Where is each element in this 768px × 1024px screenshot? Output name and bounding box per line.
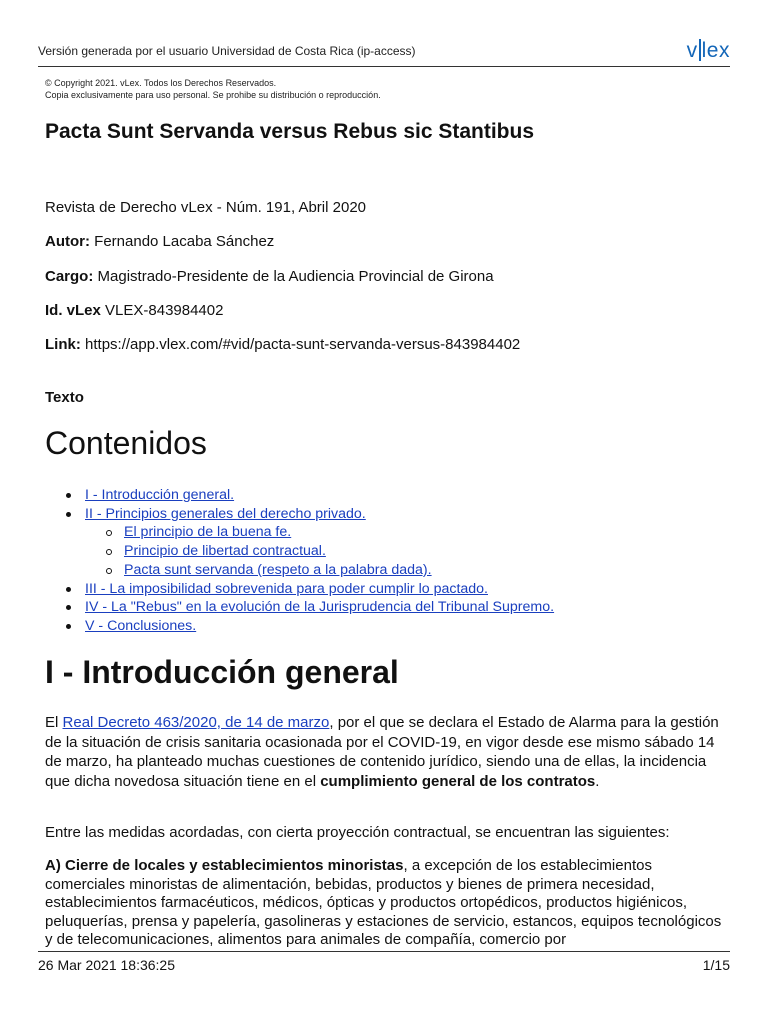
paragraph-bold-text: cumplimiento general de los contratos — [320, 772, 596, 790]
toc-link-rebus[interactable]: IV - La "Rebus" en la evolución de la Jurisprudencia del Tribunal Supremo. — [85, 599, 555, 616]
print-timestamp: 26 Mar 2021 18:36:25 — [38, 957, 175, 973]
toc-link-buena-fe[interactable]: El principio de la buena fe. — [124, 524, 292, 541]
toc-item — [45, 580, 554, 599]
toc-subitem — [45, 523, 554, 542]
toc-subitem — [45, 561, 554, 580]
paragraph-bold-text: A) Cierre de locales y establecimientos minoristas — [45, 857, 404, 874]
contents-heading: Contenidos — [45, 425, 207, 461]
document-source: Revista de Derecho vLex - Núm. 191, Abril 2020 — [45, 199, 366, 216]
vlex-logo — [687, 39, 730, 63]
copyright-line-1: © Copyright 2021. vLex. Todos los Derechos Reservados. — [45, 78, 277, 88]
toc-link-pacta-sunt-servanda[interactable]: Pacta sunt servanda (respeto a la palabra dada). — [124, 561, 432, 578]
author-line — [45, 233, 274, 250]
toc-link-conclusiones[interactable]: V - Conclusiones. — [85, 617, 197, 634]
toc-item — [45, 598, 554, 617]
paragraph-cierre-locales — [45, 857, 730, 950]
author-label: Autor: — [45, 233, 90, 250]
position-label: Cargo: — [45, 268, 94, 285]
page-footer — [38, 951, 730, 973]
text-label: Texto — [45, 389, 84, 406]
paragraph-text: El — [45, 714, 63, 731]
table-of-contents — [45, 486, 554, 636]
section-heading-introduccion: I - Introducción general — [45, 654, 399, 690]
link-line — [45, 336, 520, 353]
copyright-notice — [45, 77, 381, 101]
real-decreto-link[interactable]: Real Decreto 463/2020, de 14 de marzo — [62, 714, 330, 731]
toc-item — [45, 486, 554, 505]
position-line — [45, 268, 494, 285]
toc-subitem — [45, 542, 554, 561]
vlex-id-label: Id. vLex — [45, 302, 101, 319]
author-name: Fernando Lacaba Sánchez — [94, 233, 275, 250]
toc-link-imposibilidad[interactable]: III - La imposibilidad sobrevenida para poder cumplir lo pactado. — [85, 580, 488, 597]
link-label: Link: — [45, 336, 81, 353]
vlex-id-line — [45, 302, 223, 319]
toc-item — [45, 505, 554, 524]
toc-link-libertad-contractual[interactable]: Principio de libertad contractual. — [124, 543, 326, 560]
document-title: Pacta Sunt Servanda versus Rebus sic Stantibus — [45, 120, 535, 143]
page-number: 1/15 — [702, 957, 730, 973]
vlex-id-value: VLEX-843984402 — [105, 302, 224, 319]
logo-v: v — [686, 39, 698, 62]
paragraph-text: , a excepción de los establecimientos comerciales minoristas de alimentación, bebidas, productos y bienes de primera necesidad, establecimientos farmacéuticos, médicos, ópticas y productos ortopédicos, productos higiénicos, peluquerías, prensa y papelería, gasolineras y estaciones de servicio, estancos, equipos tecnológicos y de telecomunicaciones, alimentos para animales de compañía, comercio por — [45, 857, 722, 949]
toc-link-introduccion[interactable]: I - Introducción general. — [85, 487, 235, 503]
logo-lex: lex — [701, 39, 730, 62]
paragraph-medidas: Entre las medidas acordadas, con cierta proyección contractual, se encuentran las siguientes: — [45, 824, 670, 841]
generated-by-text: Versión generada por el usuario Universidad de Costa Rica (ip-access) — [38, 44, 416, 58]
toc-link-principios-generales[interactable]: II - Principios generales del derecho privado. — [85, 505, 366, 522]
position-value: Magistrado-Presidente de la Audiencia Provincial de Girona — [97, 268, 494, 285]
paragraph-text: . — [595, 772, 600, 790]
paragraph-intro — [45, 713, 730, 791]
page-header — [38, 40, 730, 67]
document-url: https://app.vlex.com/#vid/pacta-sunt-servanda-versus-843984402 — [85, 336, 521, 353]
paragraph-text: , por el que se declara el Estado de Alarma para la gestión de la situación de crisis sanitaria ocasionada por el COVID-19, en vigor desde ese mismo sábado 14 de marzo, ha planteado muchas cuestiones de contenido jurídico, siendo una de ellas, la incidencia que dicha novedosa situación tiene en el — [45, 714, 719, 790]
toc-item — [45, 617, 554, 636]
copyright-line-2: Copia exclusivamente para uso personal. Se prohibe su distribución o reproducción. — [45, 90, 381, 100]
logo-divider — [699, 39, 701, 61]
